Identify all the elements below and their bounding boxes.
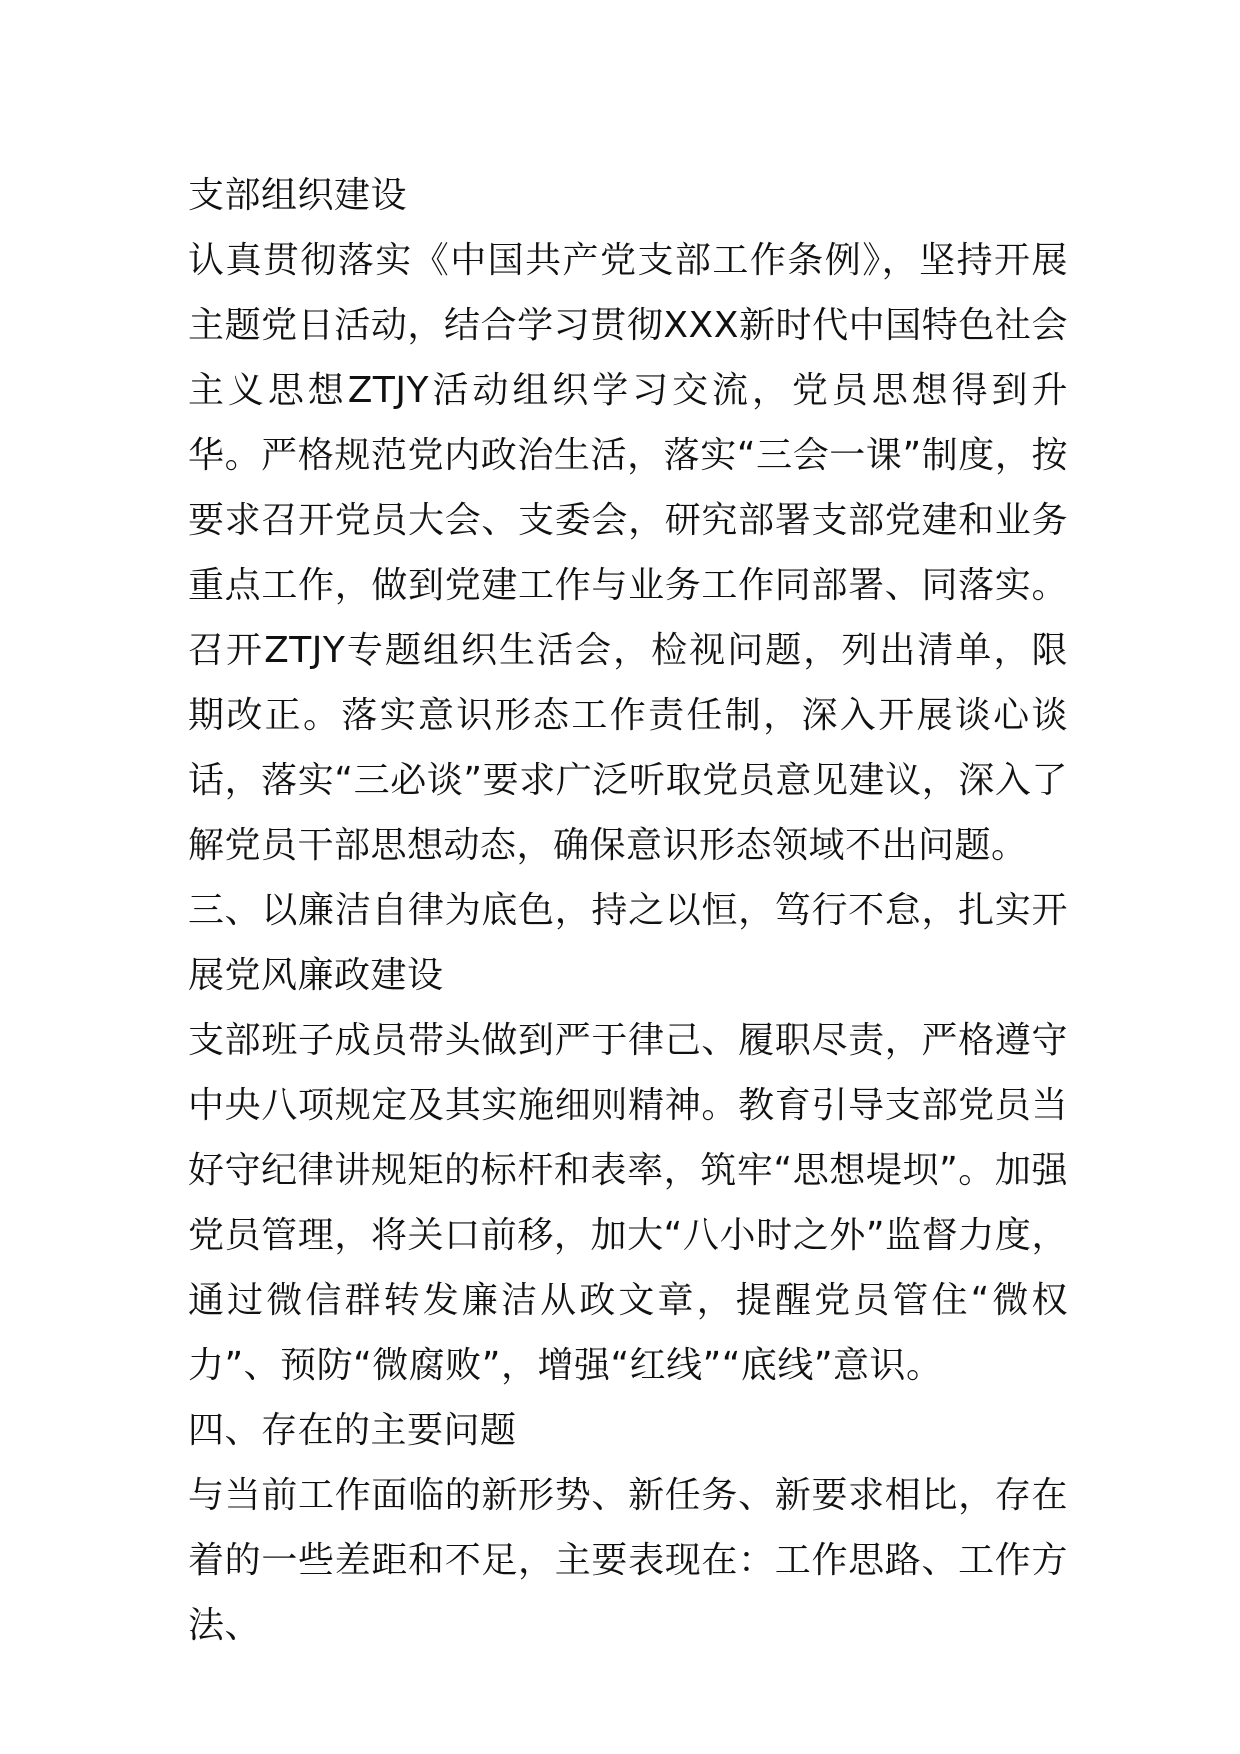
paragraph-main-problems: 与当前工作面临的新形势、新任务、新要求相比，存在着的一些差距和不足，主要表现在：工作思路、工作方法、 bbox=[188, 1475, 1068, 1646]
document-body bbox=[188, 163, 1068, 1658]
section-heading-integrity: 三、以廉洁自律为底色，持之以恒，笃行不怠，扎实开展党风廉政建设 bbox=[188, 890, 1068, 996]
section-heading-branch-organization: 支部组织建设 bbox=[188, 175, 408, 216]
paragraph-branch-organization: 认真贯彻落实《中国共产党支部工作条例》，坚持开展主题党日活动，结合学习贯彻XXX新时代中国特色社会主义思想ZTJY活动组织学习交流，党员思想得到升华。严格规范党内政治生活，落实“三会一课”制度，按要求召开党员大会、支委会，研究部署支部党建和业务重点工作，做到党建工作与业务工作同部署、同落实。召开ZTJY专题组织生活会，检视问题，列出清单，限期改正。落实意识形态工作责任制，深入开展谈心谈话，落实“三必谈”要求广泛听取党员意见建议，深入了解党员干部思想动态，确保意识形态领域不出问题。 bbox=[188, 240, 1068, 866]
section-heading-main-problems: 四、存在的主要问题 bbox=[188, 1410, 517, 1451]
paragraph-integrity: 支部班子成员带头做到严于律己、履职尽责，严格遵守中央八项规定及其实施细则精神。教育引导支部党员当好守纪律讲规矩的标杆和表率，筑牢“思想堤坝”。加强党员管理，将关口前移，加大“八小时之外”监督力度，通过微信群转发廉洁从政文章，提醒党员管住“微权力”、预防“微腐败”，增强“红线”“底线”意识。 bbox=[188, 1020, 1068, 1386]
